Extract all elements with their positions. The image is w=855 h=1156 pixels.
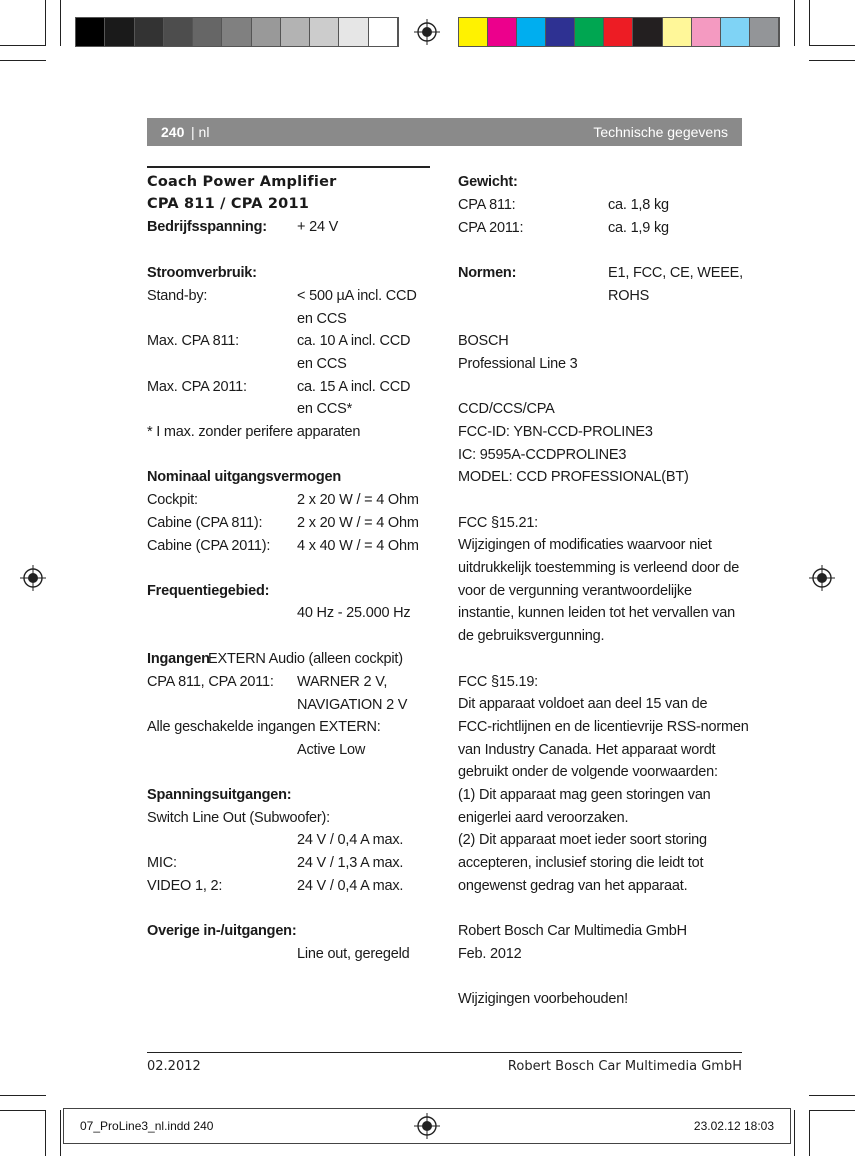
text-line: Dit apparaat voldoet aan deel 15 van de: [458, 696, 708, 713]
color-swatch: [575, 18, 604, 46]
text-line: Wijzigingen of modificaties waarvoor niet: [458, 537, 712, 554]
crop-mark: [45, 1110, 46, 1156]
crop-mark: [794, 1110, 795, 1156]
text-line: instantie, kunnen leiden tot het vervallen van: [458, 605, 735, 622]
crop-mark: [794, 0, 795, 46]
spec-value: 2 x 20 W / = 4 Ohm: [297, 492, 419, 508]
spec-label: Ingangen: [147, 651, 210, 667]
norms-value: ROHS: [608, 288, 650, 304]
registration-mark-icon: [20, 565, 46, 591]
color-swatch: [369, 18, 398, 46]
text-line: Wijzigingen voorbehouden!: [458, 991, 628, 1008]
crop-mark: [0, 45, 46, 46]
color-swatch: [164, 18, 193, 46]
color-swatch: [310, 18, 339, 46]
color-swatch: [488, 18, 517, 46]
text-line: de gebruiksvergunning.: [458, 628, 605, 645]
norms-label: Normen:: [458, 265, 517, 281]
spec-value: 24 V / 0,4 A max.: [297, 832, 404, 848]
text-line: CCD/CCS/CPA: [458, 401, 555, 418]
weight-label: CPA 2011:: [458, 219, 524, 236]
color-swatch: [604, 18, 633, 46]
section-title: Technische gegevens: [593, 124, 728, 140]
text-line: FCC §15.19:: [458, 673, 539, 690]
crop-mark: [60, 1110, 61, 1156]
spec-value: ca. 10 A incl. CCD: [297, 333, 411, 349]
color-swatch: [663, 18, 692, 46]
color-swatch: [692, 18, 721, 46]
text-line: FCC-ID: YBN-CCD-PROLINE3: [458, 423, 653, 440]
color-swatch: [222, 18, 251, 46]
spec-value: 40 Hz - 25.000 Hz: [297, 605, 411, 621]
spec-value: 24 V / 1,3 A max.: [297, 855, 404, 871]
color-swatch: [633, 18, 662, 46]
text-line: Professional Line 3: [458, 355, 578, 372]
registration-mark-icon: [414, 19, 440, 45]
color-swatch: [105, 18, 134, 46]
text-line: ongewenst gedrag van het apparaat.: [458, 877, 688, 894]
norms-value: E1, FCC, CE, WEEE,: [608, 265, 743, 281]
color-bar: [458, 17, 780, 47]
crop-mark: [809, 1110, 855, 1111]
spec-value: < 500 µA incl. CCD: [297, 288, 417, 304]
color-swatch: [193, 18, 222, 46]
crop-mark: [60, 0, 61, 46]
crop-mark: [809, 0, 810, 46]
spec-value: en CCS*: [297, 401, 353, 417]
spec-value: NAVIGATION 2 V: [297, 697, 408, 713]
crop-mark: [809, 45, 855, 46]
page-number: 240: [161, 124, 185, 140]
color-swatch: [517, 18, 546, 46]
heading-rule: [147, 166, 430, 168]
text-line: BOSCH: [458, 333, 509, 349]
text-line: voor de vergunning verantwoordelijke: [458, 582, 692, 599]
color-swatch: [281, 18, 310, 46]
spec-label: Stand-by:: [147, 288, 208, 304]
spec-label: Spanningsuitgangen:: [147, 787, 292, 803]
slug-line: [63, 1108, 791, 1144]
crop-mark: [45, 0, 46, 46]
crop-mark: [809, 1095, 855, 1096]
spec-label: Nominaal uitgangsvermogen: [147, 469, 342, 485]
weight-value: ca. 1,9 kg: [608, 219, 669, 236]
spec-label: Stroomverbruik:: [147, 265, 257, 281]
spec-value: ca. 15 A incl. CCD: [297, 379, 411, 395]
spec-value: WARNER 2 V,: [297, 674, 388, 690]
spec-label: Bedrijfsspanning:: [147, 219, 267, 235]
text-line: FCC §15.21:: [458, 514, 539, 531]
spec-label: Switch Line Out (Subwoofer):: [147, 810, 330, 826]
product-models: CPA 811 / CPA 2011: [147, 196, 310, 212]
weight-title: Gewicht:: [458, 174, 518, 190]
slug-timestamp: 23.02.12 18:03: [693, 1119, 774, 1133]
text-line: uitdrukkelijk toestemming is verleend door de: [458, 560, 740, 576]
spec-label: Frequentiegebied:: [147, 583, 270, 599]
spec-value: Active Low: [297, 742, 366, 758]
footer-company: Robert Bosch Car Multimedia GmbH: [507, 1059, 742, 1074]
text-line: FCC-richtlijnen en de licentievrije RSS-normen: [458, 718, 749, 735]
spec-label: MIC:: [147, 855, 177, 871]
spec-value: en CCS: [297, 356, 347, 372]
crop-mark: [0, 1110, 46, 1111]
text-line: Robert Bosch Car Multimedia GmbH: [458, 923, 687, 940]
spec-value: EXTERN Audio (alleen cockpit): [208, 651, 403, 667]
crop-mark: [0, 60, 46, 61]
text-line: accepteren, inclusief storing die leidt tot: [458, 855, 704, 872]
crop-mark: [809, 1110, 810, 1156]
text-line: (1) Dit apparaat mag geen storingen van: [458, 787, 711, 803]
spec-value: 24 V / 0,4 A max.: [297, 878, 404, 894]
slug-file: 07_ProLine3_nl.indd 240: [80, 1119, 214, 1133]
text-line: enigerlei aard veroorzaken.: [458, 809, 629, 826]
color-swatch: [76, 18, 105, 46]
color-swatch: [546, 18, 575, 46]
weight-label: CPA 811:: [458, 197, 516, 213]
spec-label: CPA 811, CPA 2011:: [147, 674, 274, 690]
spec-label: Overige in-/uitgangen:: [147, 923, 297, 939]
text-line: IC: 9595A-CCDPROLINE3: [458, 446, 627, 463]
spec-value: 4 x 40 W / = 4 Ohm: [297, 538, 419, 554]
spec-label: Cabine (CPA 2011):: [147, 538, 271, 554]
language-code: | nl: [191, 124, 210, 140]
crop-mark: [809, 60, 855, 61]
spec-label: Max. CPA 2011:: [147, 379, 247, 395]
spec-label: Alle geschakelde ingangen EXTERN:: [147, 719, 381, 735]
spec-label: * I max. zonder perifere apparaten: [147, 424, 361, 440]
spec-value: + 24 V: [297, 219, 339, 235]
product-name: Coach Power Amplifier: [147, 174, 337, 190]
footer-rule: [147, 1052, 742, 1053]
page-header: [147, 118, 742, 146]
text-line: van Industry Canada. Het apparaat wordt: [458, 741, 716, 758]
spec-value: Line out, geregeld: [297, 946, 410, 962]
spec-label: Cabine (CPA 811):: [147, 515, 263, 531]
text-line: Feb. 2012: [458, 945, 522, 962]
registration-mark-icon: [809, 565, 835, 591]
spec-label: VIDEO 1, 2:: [147, 878, 223, 894]
color-swatch: [339, 18, 368, 46]
color-swatch: [252, 18, 281, 46]
crop-mark: [0, 1095, 46, 1096]
color-swatch: [750, 18, 779, 46]
color-swatch: [459, 18, 488, 46]
text-line: (2) Dit apparaat moet ieder soort storing: [458, 832, 707, 849]
color-swatch: [135, 18, 164, 46]
text-line: gebruikt onder de volgende voorwaarden:: [458, 764, 718, 781]
color-swatch: [721, 18, 750, 46]
text-line: MODEL: CCD PROFESSIONAL(BT): [458, 469, 689, 486]
weight-value: ca. 1,8 kg: [608, 197, 669, 213]
grayscale-bar: [75, 17, 399, 47]
spec-value: en CCS: [297, 311, 347, 327]
spec-label: Max. CPA 811:: [147, 333, 239, 349]
spec-value: 2 x 20 W / = 4 Ohm: [297, 515, 419, 531]
spec-label: Cockpit:: [147, 492, 198, 508]
footer-date: 02.2012: [147, 1059, 201, 1074]
